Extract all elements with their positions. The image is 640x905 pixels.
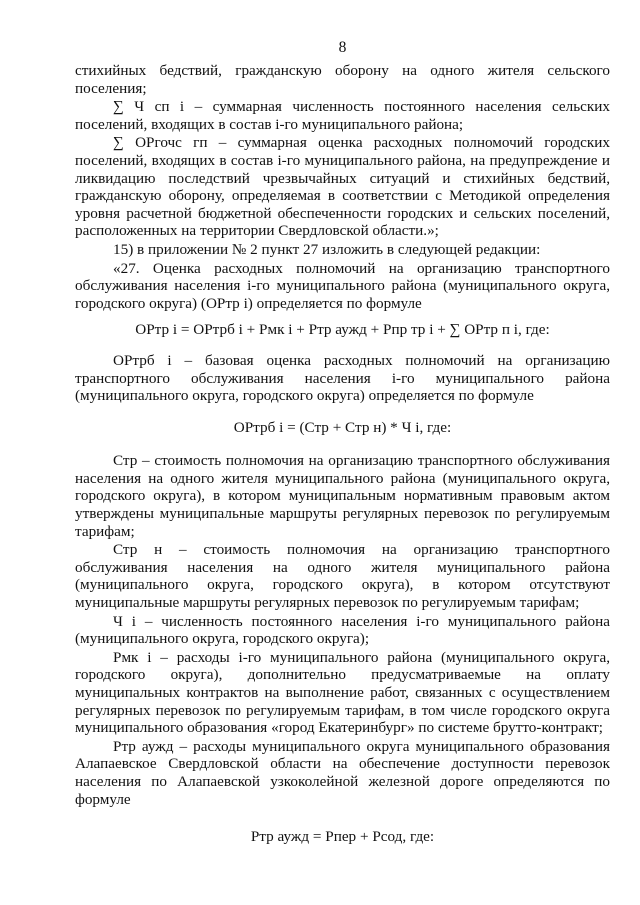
formula-rtr-auzhd: Ртр аужд = Рпер + Рсод, где: bbox=[250, 828, 435, 846]
paragraph-definition-orgochs-gp: ∑ ОРгочс гп – суммарная оценка расходных полномочий городских поселений, входящих в состав і-го муниципального района, на предупреждение и ликвидацию последствий чрезвычайных ситуаций и стихийных бедствий, гражданскую оборону, определяемая в соответствии с Методикой определения уровня расчетной бюджетной обеспеченности городских и сельских поселений, расположенных на территории Свердловской области.»; bbox=[75, 134, 610, 240]
paragraph-definition-ch: Ч і – численность постоянного населения і-го муниципального района (муниципального округа, городского округа); bbox=[75, 612, 610, 648]
paragraph-amendment-item-15: 15) в приложении № 2 пункт 27 изложить в следующей редакции: bbox=[113, 240, 541, 258]
document-body bbox=[75, 62, 610, 846]
paragraph-definition-rtr-auzhd: Ртр аужд – расходы муниципального округа муниципального образования Алапаевское Свердловской области на обеспечение доступности перевозок населения по Алапаевской узкоколейной железной дороге определяются по формуле bbox=[75, 737, 610, 808]
document-page bbox=[75, 0, 610, 905]
paragraph-definition-rmk: Рмк і – расходы і-го муниципального района (муниципального округа, городского округа), дополнительно предусматриваемые на оплату муниципальных контрактов на выполнение работ, связанных с осуществлением регулярных перевозок по регулируемым тарифам, в том числе городского округа муниципального образования «город Екатеринбург» по системе брутто-контракт; bbox=[75, 648, 610, 737]
paragraph-definition-str-n: Стр н – стоимость полномочия на организацию транспортного обслуживания населения на одного жителя муниципального района (муниципального округа, городского округа), в котором отсутствуют муниципальные маршруты регулярных перевозок по регулируемым тарифам; bbox=[75, 541, 610, 612]
paragraph-point-27: «27. Оценка расходных полномочий на организацию транспортного обслуживания населения і-го муниципального района (муниципального округа, городского округа) (ОРтр і) определяется по формуле bbox=[75, 259, 610, 312]
formula-ortr: ОРтр і = ОРтрб і + Рмк і + Ртр аужд + Рпр тр і + ∑ ОРтр п і, где: bbox=[135, 321, 550, 339]
paragraph-definition-str: Стр – стоимость полномочия на организацию транспортного обслуживания населения на одного жителя муниципального района (муниципального округа, городского округа), в котором муниципальным нормативным правовым актом утверждены муниципальные маршруты регулярных перевозок по регулируемым тарифам; bbox=[75, 452, 610, 540]
page-number: 8 bbox=[338, 39, 347, 56]
formula-ortrb: ОРтрб і = (Стр + Стр н) * Ч і, где: bbox=[233, 418, 452, 436]
paragraph-definition-ch-sp: ∑ Ч сп і – суммарная численность постоянного населения сельских поселений, входящих в состав і-го муниципального района; bbox=[75, 98, 610, 133]
paragraph-definition-ortrb: ОРтрб і – базовая оценка расходных полномочий на организацию транспортного обслуживания населения і-го муниципального района (муниципального округа, городского округа) определяется по формуле bbox=[75, 351, 610, 405]
paragraph-continuation: стихийных бедствий, гражданскую оборону на одного жителя сельского поселения; bbox=[75, 62, 610, 97]
